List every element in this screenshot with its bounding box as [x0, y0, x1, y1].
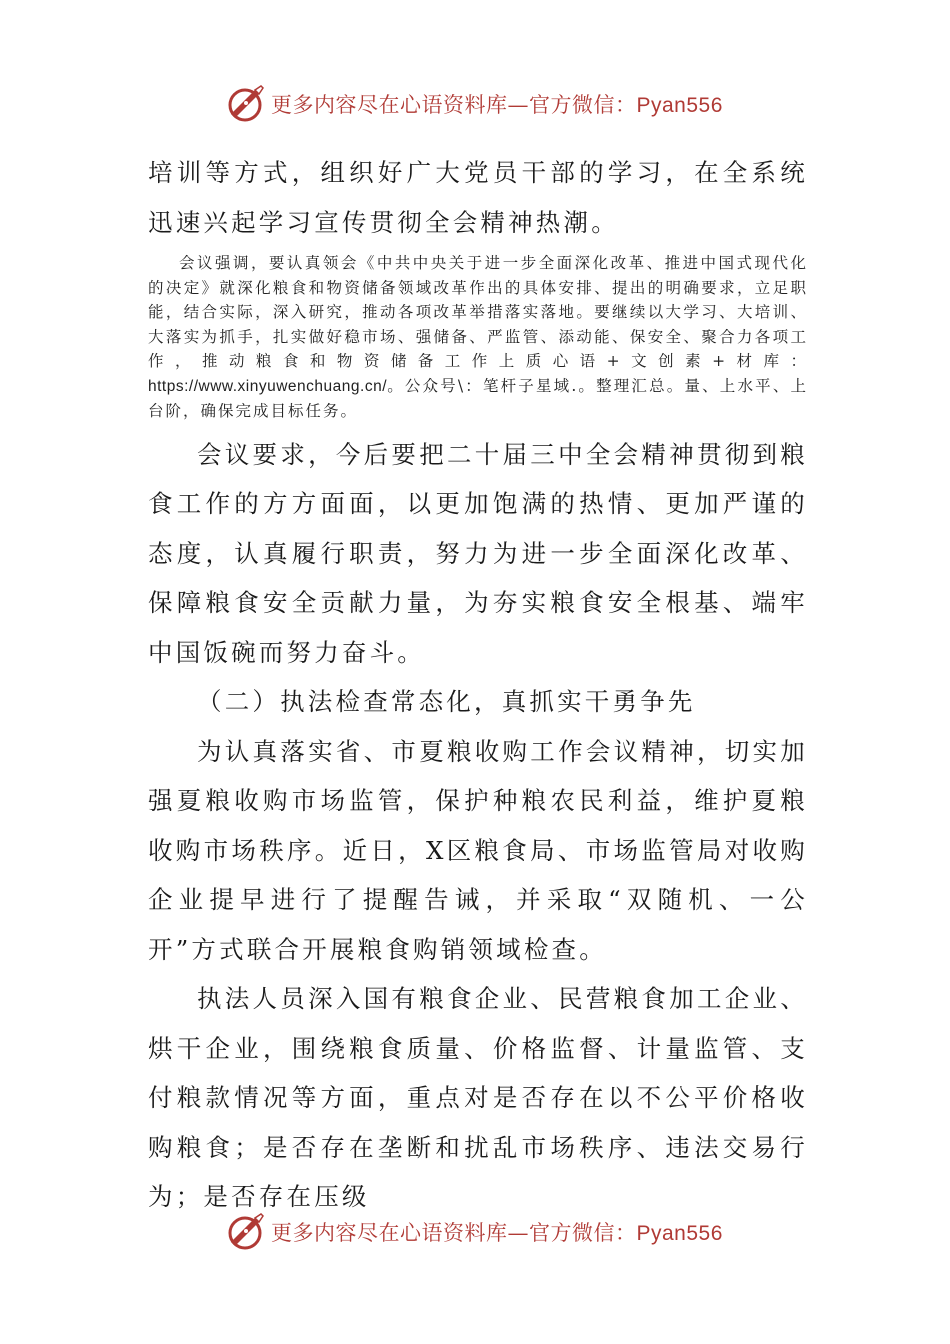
website-url: https://www.xinyuwenchuang.cn/ [148, 377, 388, 395]
banner-text [271, 1217, 723, 1247]
pen-nib-circle-logo-icon [225, 84, 265, 124]
banner-wechat-id: Pyan556 [636, 1222, 723, 1245]
footer-watermark-banner [225, 1212, 745, 1252]
section-heading: （二）执法检查常态化，真抓实干勇争先 [197, 687, 696, 716]
pen-nib-circle-logo-icon [225, 1212, 265, 1252]
document-body [148, 148, 808, 1222]
banner-text [271, 89, 723, 119]
paragraph-meeting-requirement: 会议要求，今后要把二十届三中全会精神贯彻到粮食工作的方方面面，以更加饱满的热情、更加严谨的态度，认真履行职责，努力为进一步全面深化改革、保障粮食安全贡献力量，为夯实粮食安全根基、端牢中国饭碗而努力奋斗。 [148, 439, 808, 667]
emphasis-text-b: 。公众号\：笔杆子星域.。整理汇总。量、上水平、上台阶，确保完成目标任务。 [148, 376, 808, 420]
banner-label: 更多内容尽在心语资料库—官方微信： [271, 1221, 637, 1245]
banner-wechat-id: Pyan556 [636, 94, 723, 117]
paragraph-enforcement: 执法人员深入国有粮食企业、民营粮食加工企业、烘干企业，围绕粮食质量、价格监督、计量监管、支付粮款情况等方面，重点对是否存在以不公平价格收购粮食；是否存在垄断和扰乱市场秩序、违法交易行为；是否存在压级 [148, 984, 808, 1211]
paragraph-meeting-emphasis [148, 251, 808, 424]
banner-label: 更多内容尽在心语资料库—官方微信： [271, 93, 637, 117]
header-watermark-banner [225, 84, 745, 124]
paragraph-training: 培训等方式，组织好广大党员干部的学习，在全系统迅速兴起学习宣传贯彻全会精神热潮。 [148, 158, 808, 237]
emphasis-text-a: 会议强调，要认真领会《中共中央关于进一步全面深化改革、推进中国式现代化的决定》就深化粮食和物资储备领域改革作出的具体安排、提出的明确要求，立足职能，结合实际，深入研究，推动各项改革举措落实落地。要继续以大学习、大培训、大落实为抓手，扎实做好稳市场、强储备、严监管、添动能、保安全、聚合力各项工作，推动粮食和物资储备工作上质心语+文创素+材库： [148, 254, 808, 370]
paragraph-inspection: 为认真落实省、市夏粮收购工作会议精神，切实加强夏粮收购市场监管，保护种粮农民利益，维护夏粮收购市场秩序。近日，X区粮食局、市场监管局对收购企业提早进行了提醒告诫，并采取“双随机、一公开”方式联合开展粮食购销领域检查。 [148, 736, 808, 964]
